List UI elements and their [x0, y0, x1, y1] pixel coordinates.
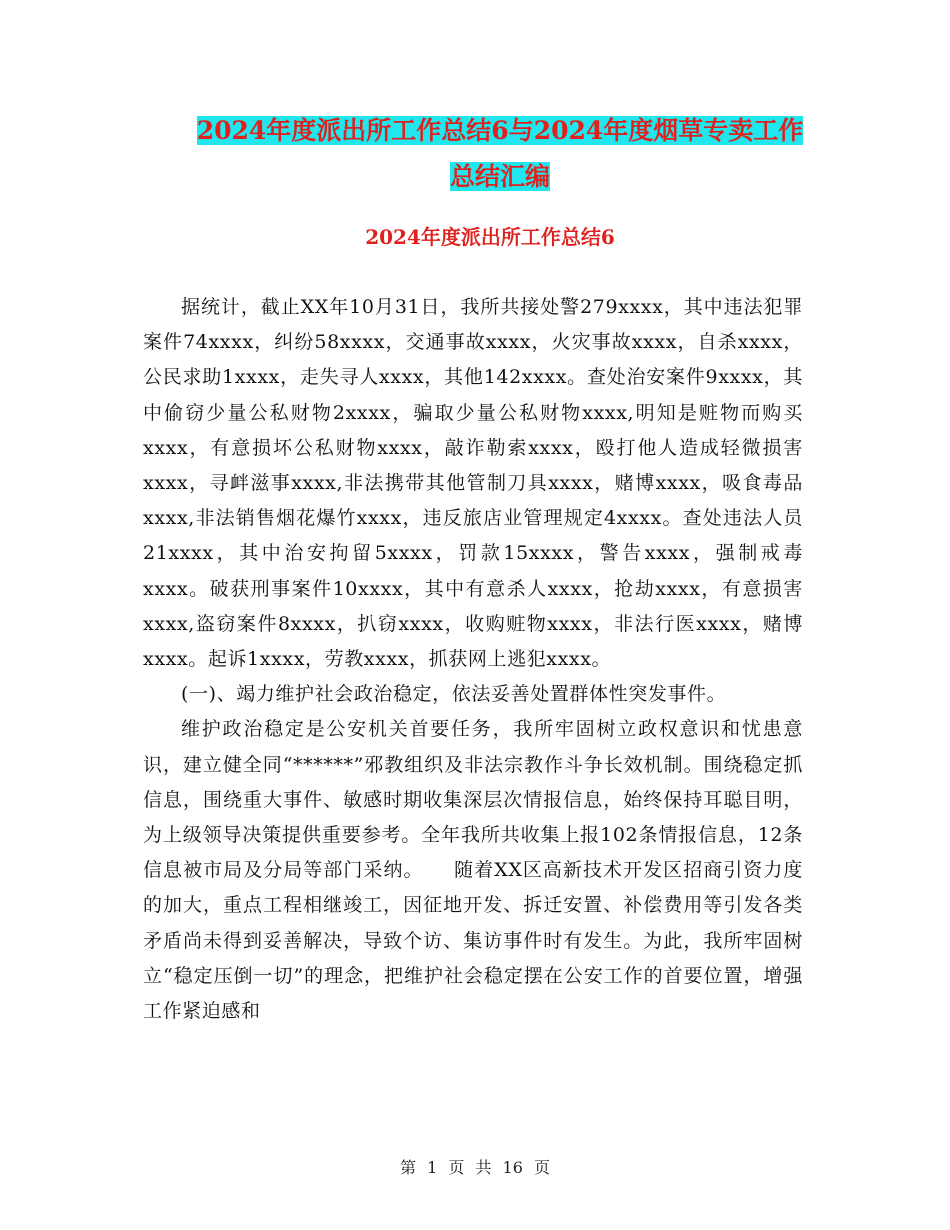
document-title-line1: 2024年度派出所工作总结6与2024年度烟草专卖工作 — [196, 116, 804, 145]
section-title: 2024年度派出所工作总结6 — [365, 225, 615, 249]
body-paragraph: 维护政治稳定是公安机关首要任务，我所牢固树立政权意识和忧患意识，建立健全同“******”邪教组织及非法宗教作斗争长效机制。围绕稳定抓信息，围绕重大事件、敏感时期收集深层次情报信息，始终保持耳聪目明，为上级领导决策提供重要参考。全年我所共收集上报102条情报信息，12条信息被市局及分局等部门采纳。 随着XX区高新技术开发区招商引资力度的加大，重点工程相继竣工，因征地开发、拆迁安置、补偿费用等引发各类矛盾尚未得到妥善解决，导致个访、集访事件时有发生。为此，我所牢固树立“稳定压倒一切”的理念，把维护社会稳定摆在公安工作的首要位置，增强工作紧迫感和 — [143, 718, 803, 1023]
document-body — [143, 290, 803, 1029]
body-paragraph: 据统计，截止XX年10月31日，我所共接处警279xxxx，其中违法犯罪案件74xxxx，纠纷58xxxx，交通事故xxxx，火灾事故xxxx，自杀xxxx，公民求助1xxxx，走失寻人xxxx，其他142xxxx。查处治安案件9xxxx，其中偷窃少量公私财物2xxxx，骗取少量公私财物xxxx,明知是赃物而购买xxxx，有意损坏公私财物xxxx，敲诈勒索xxxx，殴打他人造成轻微损害xxxx，寻衅滋事xxxx,非法携带其他管制刀具xxxx，赌博xxxx，吸食毒品xxxx,非法销售烟花爆竹xxxx，违反旅店业管理规定4xxxx。查处违法人员21xxxx，其中治安拘留5xxxx，罚款15xxxx，警告xxxx，强制戒毒xxxx。破获刑事案件10xxxx，其中有意杀人xxxx，抢劫xxxx，有意损害xxxx,盗窃案件8xxxx，扒窃xxxx，收购赃物xxxx，非法行医xxxx，赌博xxxx。起诉1xxxx，劳教xxxx，抓获网上逃犯xxxx。 — [143, 296, 803, 671]
document-title-line2: 总结汇编 — [449, 162, 550, 191]
page-footer: 第 1 页 共 16 页 — [400, 1158, 550, 1177]
document-title — [140, 108, 860, 200]
body-paragraph: (一)、竭力维护社会政治稳定，依法妥善处置群体性突发事件。 — [181, 683, 727, 706]
